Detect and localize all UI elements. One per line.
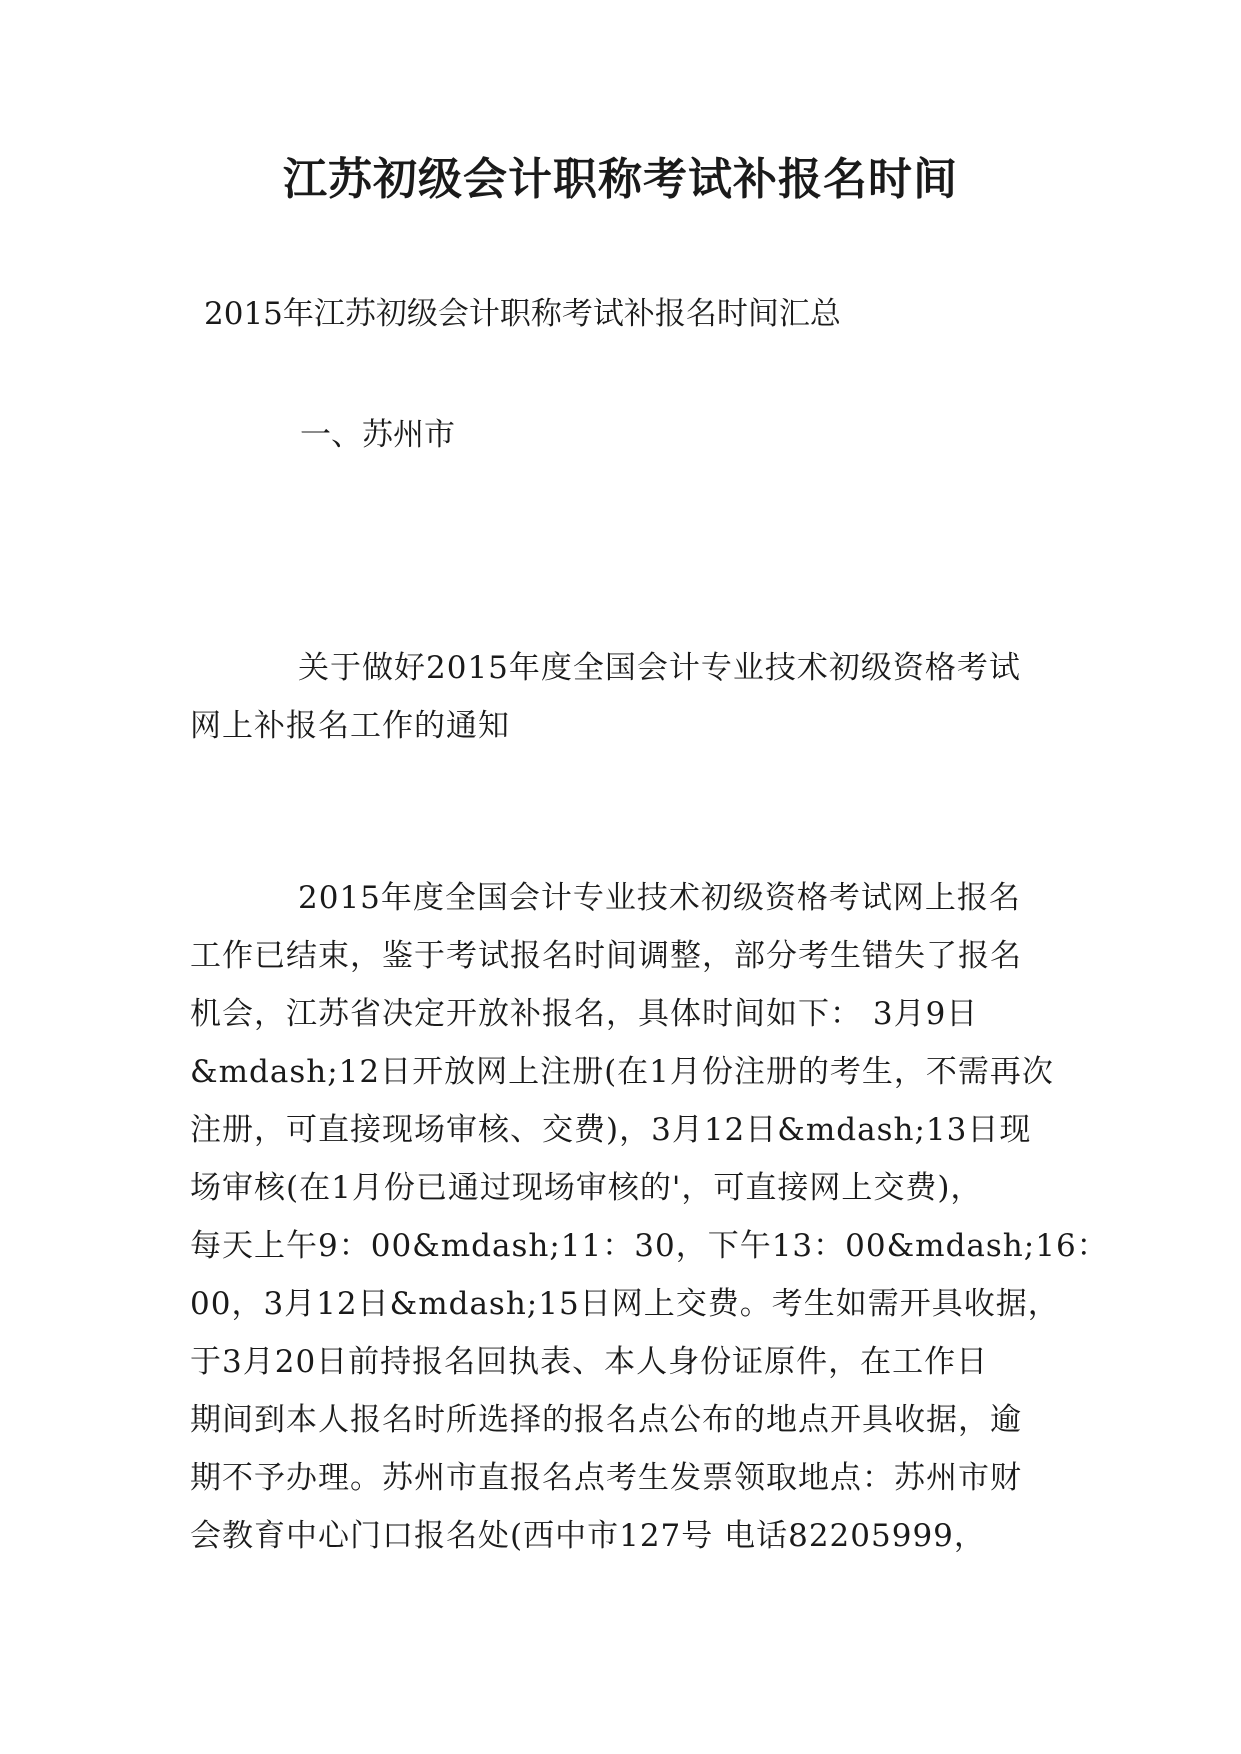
document-title: 江苏初级会计职称考试补报名时间 <box>283 154 958 205</box>
notice-title-line: 关于做好2015年度全国会计专业技术初级资格考试 <box>298 650 1021 686</box>
body-line: 场审核(在1月份已通过现场审核的'，可直接网上交费)， <box>190 1170 983 1206</box>
body-line: 于3月20日前持报名回执表、本人身份证原件，在工作日 <box>190 1344 989 1380</box>
notice-title-line: 网上补报名工作的通知 <box>190 708 510 744</box>
body-line: 期间到本人报名时所选择的报名点公布的地点开具收据，逾 <box>190 1402 1022 1438</box>
document-subtitle: 2015年江苏初级会计职称考试补报名时间汇总 <box>204 296 841 332</box>
body-line: 注册，可直接现场审核、交费)，3月12日&mdash;13日现 <box>190 1112 1032 1148</box>
body-line: 每天上午9：00&mdash;11：30，下午13：00&mdash;16： <box>190 1228 1109 1264</box>
body-line: 期不予办理。苏州市直报名点考生发票领取地点：苏州市财 <box>190 1460 1022 1496</box>
section-heading-suzhou: 一、苏州市 <box>300 417 455 453</box>
body-line: 工作已结束，鉴于考试报名时间调整，部分考生错失了报名 <box>190 938 1022 974</box>
body-line: 2015年度全国会计专业技术初级资格考试网上报名 <box>298 880 1021 916</box>
notice-title <box>190 639 1060 755</box>
body-line: 00，3月12日&mdash;15日网上交费。考生如需开具收据， <box>190 1286 1060 1322</box>
body-line: 机会，江苏省决定开放补报名，具体时间如下： 3月9日 <box>190 996 979 1032</box>
body-line: &mdash;12日开放网上注册(在1月份注册的考生，不需再次 <box>190 1054 1054 1090</box>
body-paragraph <box>190 869 1109 1565</box>
body-line: 会教育中心门口报名处(西中市127号 电话82205999， <box>190 1518 986 1554</box>
